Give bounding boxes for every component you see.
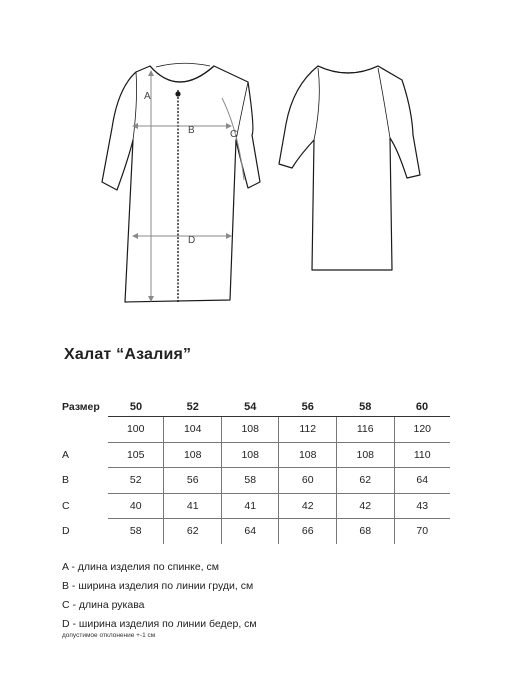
- legend-item: C - длина рукава: [62, 599, 145, 611]
- table-cell: 110: [394, 442, 450, 468]
- size-cell: 60: [415, 400, 429, 413]
- size-cell: 50: [129, 400, 143, 413]
- table-cell: 52: [108, 468, 164, 494]
- table-cell: 58: [108, 519, 164, 544]
- row-label: B: [62, 474, 70, 487]
- table-cell: 108: [221, 442, 279, 468]
- zipper-pull: [175, 91, 180, 96]
- table-cell: 43: [394, 493, 450, 519]
- table-row: [58, 493, 450, 519]
- product-title: Халат “Азалия”: [64, 346, 192, 363]
- size-header-row: [58, 397, 450, 417]
- size-cell: 56: [301, 400, 314, 413]
- table-cell: 41: [221, 493, 279, 519]
- size-table: [58, 397, 450, 544]
- front-neck-back: [156, 63, 210, 67]
- table-cell: 42: [279, 493, 337, 519]
- table-cell: 56: [164, 468, 222, 494]
- size-header-label: Размер: [62, 400, 100, 413]
- legend-item: B - ширина изделия по линии груди, см: [62, 580, 254, 592]
- bust-cell: 108: [221, 417, 279, 443]
- row-label: D: [62, 525, 70, 537]
- table-cell: 66: [279, 519, 337, 544]
- measure-label-a: A: [144, 91, 151, 102]
- bust-cell: 116: [337, 417, 395, 443]
- table-cell: 62: [164, 519, 222, 544]
- measure-label-c: C: [230, 129, 238, 140]
- measure-label-d: D: [188, 235, 196, 246]
- front-view-drawing: [102, 63, 260, 302]
- table-cell: 62: [337, 468, 395, 494]
- front-body-outline: [102, 66, 260, 302]
- size-cell: 52: [186, 400, 199, 413]
- bust-row: [58, 417, 450, 443]
- size-cell: 58: [359, 400, 372, 413]
- table-cell: 68: [337, 519, 395, 544]
- table-cell: 41: [164, 493, 222, 519]
- tolerance-note: допустимое отклонение +-1 см: [62, 632, 156, 639]
- bust-cell: 100: [108, 417, 164, 443]
- table-cell: 40: [108, 493, 164, 519]
- table-cell: 64: [394, 468, 450, 494]
- table-cell: 105: [108, 442, 164, 468]
- table-row: [58, 519, 450, 544]
- garment-illustration: [0, 0, 512, 320]
- table-cell: 64: [221, 519, 279, 544]
- table-cell: 58: [221, 468, 279, 494]
- back-body-outline: [279, 66, 420, 270]
- measure-label-b: B: [188, 125, 195, 136]
- size-cell: 54: [244, 400, 257, 413]
- bust-cell: 120: [394, 417, 450, 443]
- row-label: C: [62, 499, 70, 512]
- table-row: [58, 468, 450, 494]
- table-cell: 108: [279, 442, 337, 468]
- table-row: [58, 442, 450, 468]
- bust-cell: 112: [279, 417, 337, 443]
- table-cell: 70: [394, 519, 450, 544]
- table-cell: 60: [279, 468, 337, 494]
- table-cell: 108: [164, 442, 222, 468]
- legend-item: D - ширина изделия по линии бедер, см: [62, 618, 257, 630]
- bust-cell: 104: [164, 417, 222, 443]
- legend-item: A - длина изделия по спинке, см: [62, 561, 219, 573]
- table-cell: 42: [337, 493, 395, 519]
- back-view-drawing: [279, 66, 420, 270]
- row-label: A: [62, 448, 70, 461]
- table-cell: 108: [337, 442, 395, 468]
- measurement-legend: [62, 558, 257, 634]
